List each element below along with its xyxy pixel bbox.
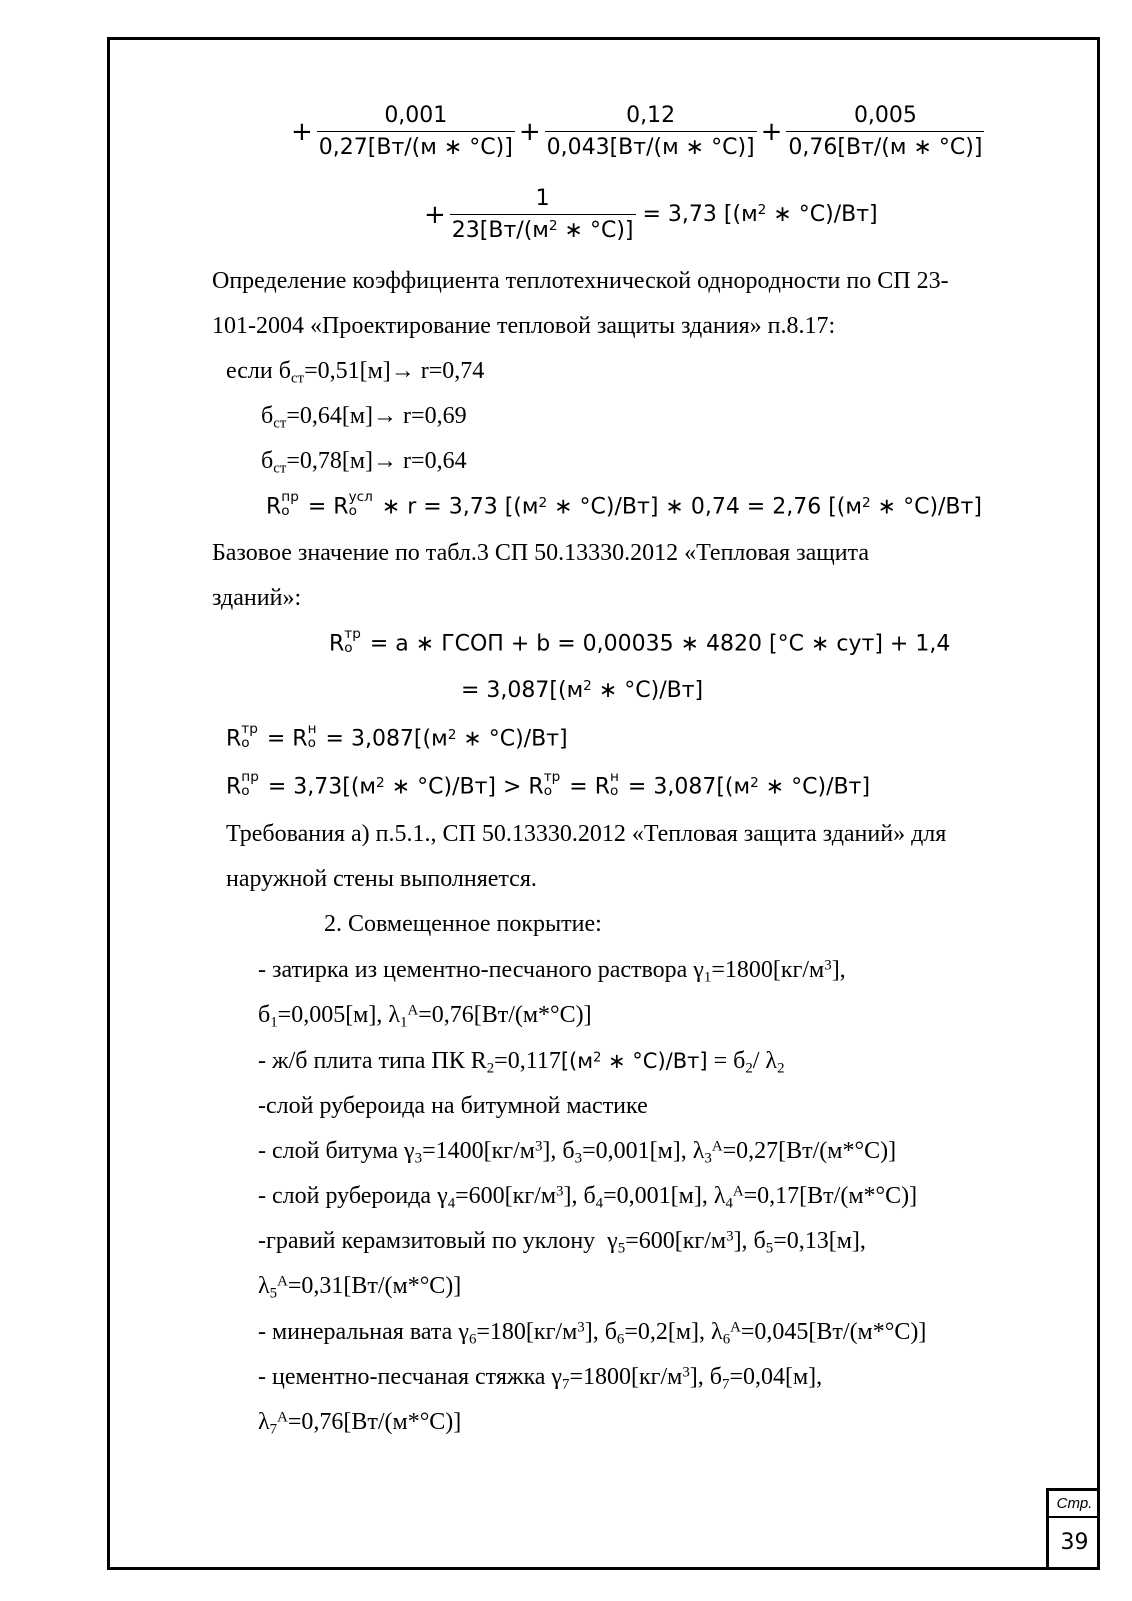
para1-line1: Определение коэффициента теплотехнической однородности по СП 23- [212, 268, 949, 294]
section-title: Совмещенное покрытие: [348, 911, 602, 937]
page-label: Стр. [1049, 1491, 1100, 1518]
para2-line1: Базовое значение по табл.3 СП 50.13330.2012 «Тепловая защита [212, 540, 869, 566]
layer-1-line2: $б_1=0,005[м]$, $\lambda_1^А=0,76[Вт/(м*^\circ С)]$ [258, 1002, 592, 1031]
section-number: 2. [324, 911, 342, 937]
condition-2: $б_{ст}=0,64[м]\to r=0,69$ [261, 403, 467, 432]
layer-2: - ж/б плита типа ПК $R_2=0,117[(м^2$ ∗ $^\circ С)/Вт] = б_2/$ $\lambda_2$ [258, 1048, 785, 1077]
page-stamp [1046, 1488, 1100, 1570]
r-tr-formula-line2: = $3,087[(м^2$ ∗ °С)/Вт] [461, 678, 704, 703]
layer-8-line1: - цементно-песчаная стяжка $\gamma_7=1800[кг/м^3]$, $б_7=0,04[м]$, [258, 1364, 823, 1393]
layer-3: -слой рубероида на битумной мастике [258, 1093, 648, 1119]
condition-3: $б_{ст}=0,78[м]\to r=0,64$ [261, 448, 467, 477]
r-equality-1: R тр о = R н о = $3,087[(м^2$ ∗ °С)/Вт] [226, 721, 568, 752]
para1-line2: 101-2004 «Проектирование тепловой защиты здания» п.8.17: [212, 313, 836, 339]
layer-5: - слой рубероида $\gamma_4=600[кг/м^3]$, $б_4=0,001[м]$, $\lambda_4^А=0,17[Вт/(м*^\circ С)]$ [258, 1183, 918, 1212]
fraction-4: $\frac{1}{23[Вт/(м^2 ∗ ^\circ С)]}$ [451, 186, 634, 243]
para3-line2: наружной стены выполняется. [226, 866, 537, 892]
layer-1-line1: - затирка из цементно-песчаного раствора $\gamma_1=1800[кг/м^3]$, [258, 957, 846, 986]
r-inequality: R пр о = $3,73[(м^2$ ∗ °С)/Вт] > R тр о = R н о = $3,087[(м^2$ ∗ °С)/Вт] [226, 769, 871, 800]
r-tr-formula-line1: R тр о = a ∗ ГСОП + b = 0,00035 ∗ 4820 [°С ∗ сут] + 1,4 [329, 626, 951, 657]
formula-top-line2: + $\frac{1}{23[Вт/(м^2 ∗ ^\circ С)]}$ = 3,73 [($м^2$ ∗ °С)/Вт] [424, 186, 878, 243]
fraction-3: $\frac{0,005}{0,76[Вт/(м ∗ ^\circ С)]}$ [788, 103, 983, 160]
layer-7: - минеральная вата $\gamma_6=180[кг/м^3]$, $б_6=0,2[м]$, $\lambda_6^А=0,045[Вт/(м*^\circ С)]$ [258, 1319, 927, 1348]
para2-line2: зданий»: [212, 585, 302, 611]
para3-line1: Требования а) п.5.1., СП 50.13330.2012 «Тепловая защита зданий» для [226, 821, 947, 847]
section-2-heading [324, 911, 602, 938]
formula-top-line1: + $\frac{0,001}{0,27[Вт/(м ∗ ^\circ С)]}$ + $\frac{0,12}{0,043[Вт/(м ∗ ^\circ С)]}$ + $\frac{0,005}{0,76[Вт/(м ∗ ^\circ С)]}$ [291, 103, 983, 160]
fraction-1: $\frac{0,001}{0,27[Вт/(м ∗ ^\circ С)]}$ [318, 103, 513, 160]
layer-4: - слой битума $\gamma_3=1400[кг/м^3]$, $б_3=0,001[м]$, $\lambda_3^А=0,27[Вт/(м*^\circ С)]$ [258, 1138, 897, 1167]
condition-1: если $б_{ст}=0,51[м]\to r=0,74$ [226, 358, 485, 387]
layer-6-line2: $\lambda_5^А=0,31[Вт/(м*^\circ С)]$ [258, 1273, 462, 1302]
formula-top-result: = 3,73 [($м^2$ ∗ °С)/Вт] [642, 202, 878, 227]
page-number: 39 [1060, 1530, 1089, 1555]
layer-8-line2: $\lambda_7^А=0,76[Вт/(м*^\circ С)]$ [258, 1409, 462, 1438]
r-pr-formula: R пр о = R усл о ∗ r = 3,73 [($м^2$ ∗ °С)/Вт] ∗ 0,74 = 2,76 [($м^2$ ∗ °С)/Вт] [266, 489, 982, 520]
fraction-2: $\frac{0,12}{0,043[Вт/(м ∗ ^\circ С)]}$ [546, 103, 755, 160]
layer-6-line1: -гравий керамзитовый по уклону $\gamma_5=600[кг/м^3]$, $б_5=0,13[м]$, [258, 1228, 866, 1257]
